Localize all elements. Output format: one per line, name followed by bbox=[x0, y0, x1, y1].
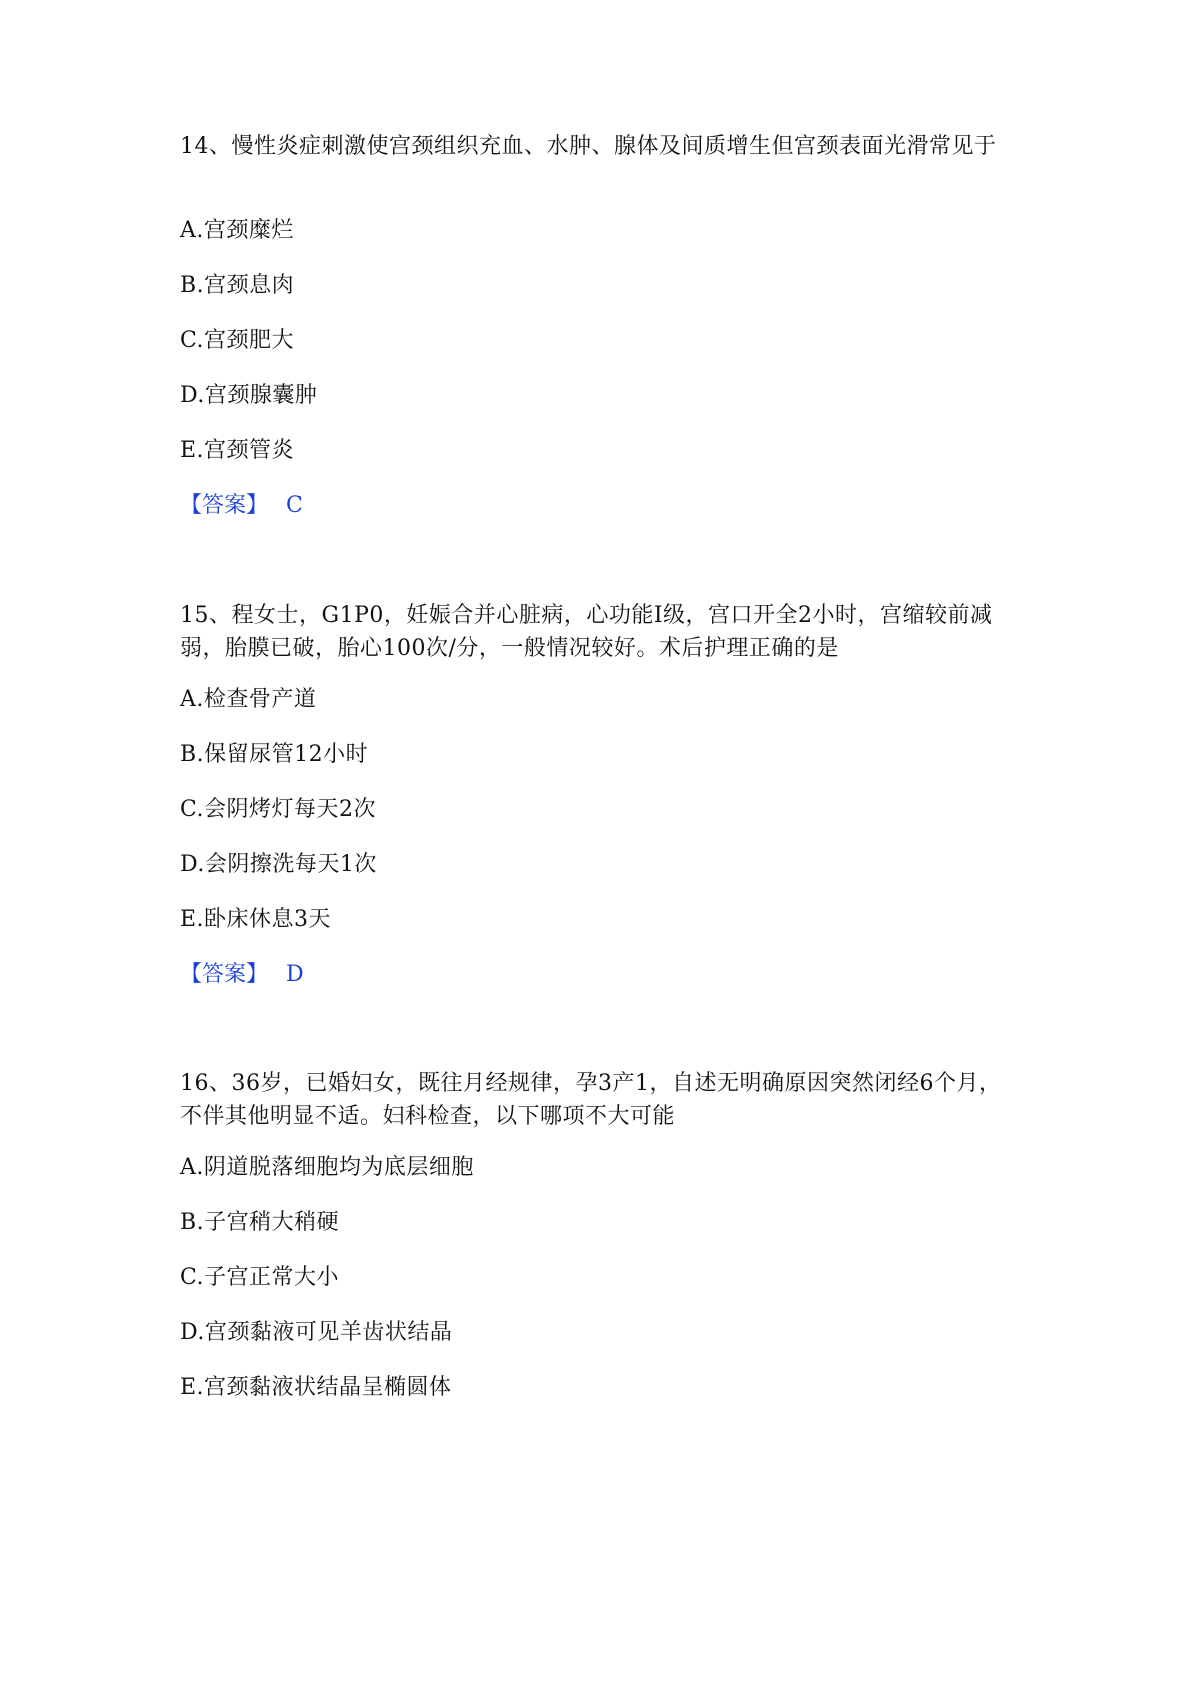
answer-label: 【答案】 bbox=[180, 962, 269, 987]
option-c: C.子宫正常大小 bbox=[180, 1265, 340, 1290]
option-d: D.会阴擦洗每天1次 bbox=[180, 852, 377, 877]
question-stem: 16、36岁，已婚妇女，既往月经规律，孕3产1，自述无明确原因突然闭经6个月，不伴其他明显不适。妇科检查，以下哪项不大可能 bbox=[180, 1071, 1002, 1129]
option-a: A.阴道脱落细胞均为底层细胞 bbox=[180, 1155, 474, 1180]
option-b: B.宫颈息肉 bbox=[180, 273, 295, 298]
option-c: C.宫颈肥大 bbox=[180, 328, 295, 353]
answer-value: C bbox=[286, 493, 303, 518]
option-c: C.会阴烤灯每天2次 bbox=[180, 797, 377, 822]
option-e: E.宫颈黏液状结晶呈椭圆体 bbox=[180, 1375, 452, 1400]
option-e: E.卧床休息3天 bbox=[180, 907, 332, 932]
question-14 bbox=[180, 130, 1010, 518]
option-d: D.宫颈腺囊肿 bbox=[180, 383, 318, 408]
option-e: E.宫颈管炎 bbox=[180, 438, 295, 463]
option-b: B.保留尿管12小时 bbox=[180, 742, 369, 767]
option-d: D.宫颈黏液可见羊齿状结晶 bbox=[180, 1320, 453, 1345]
option-b: B.子宫稍大稍硬 bbox=[180, 1210, 340, 1235]
question-stem: 15、程女士，G1P0，妊娠合并心脏病，心功能Ⅰ级，宫口开全2小时，宫缩较前减弱，胎膜已破，胎心100次/分，一般情况较好。术后护理正确的是 bbox=[180, 603, 993, 661]
answer-value: D bbox=[286, 962, 304, 987]
question-15 bbox=[180, 599, 1010, 987]
option-a: A.宫颈糜烂 bbox=[180, 218, 294, 243]
question-stem: 14、慢性炎症刺激使宫颈组织充血、水肿、腺体及间质增生但宫颈表面光滑常见于 bbox=[180, 134, 997, 159]
answer-line bbox=[180, 491, 303, 521]
answer-line bbox=[180, 960, 304, 990]
question-16 bbox=[180, 1067, 1010, 1400]
answer-label: 【答案】 bbox=[180, 493, 269, 518]
option-a: A.检查骨产道 bbox=[180, 687, 317, 712]
